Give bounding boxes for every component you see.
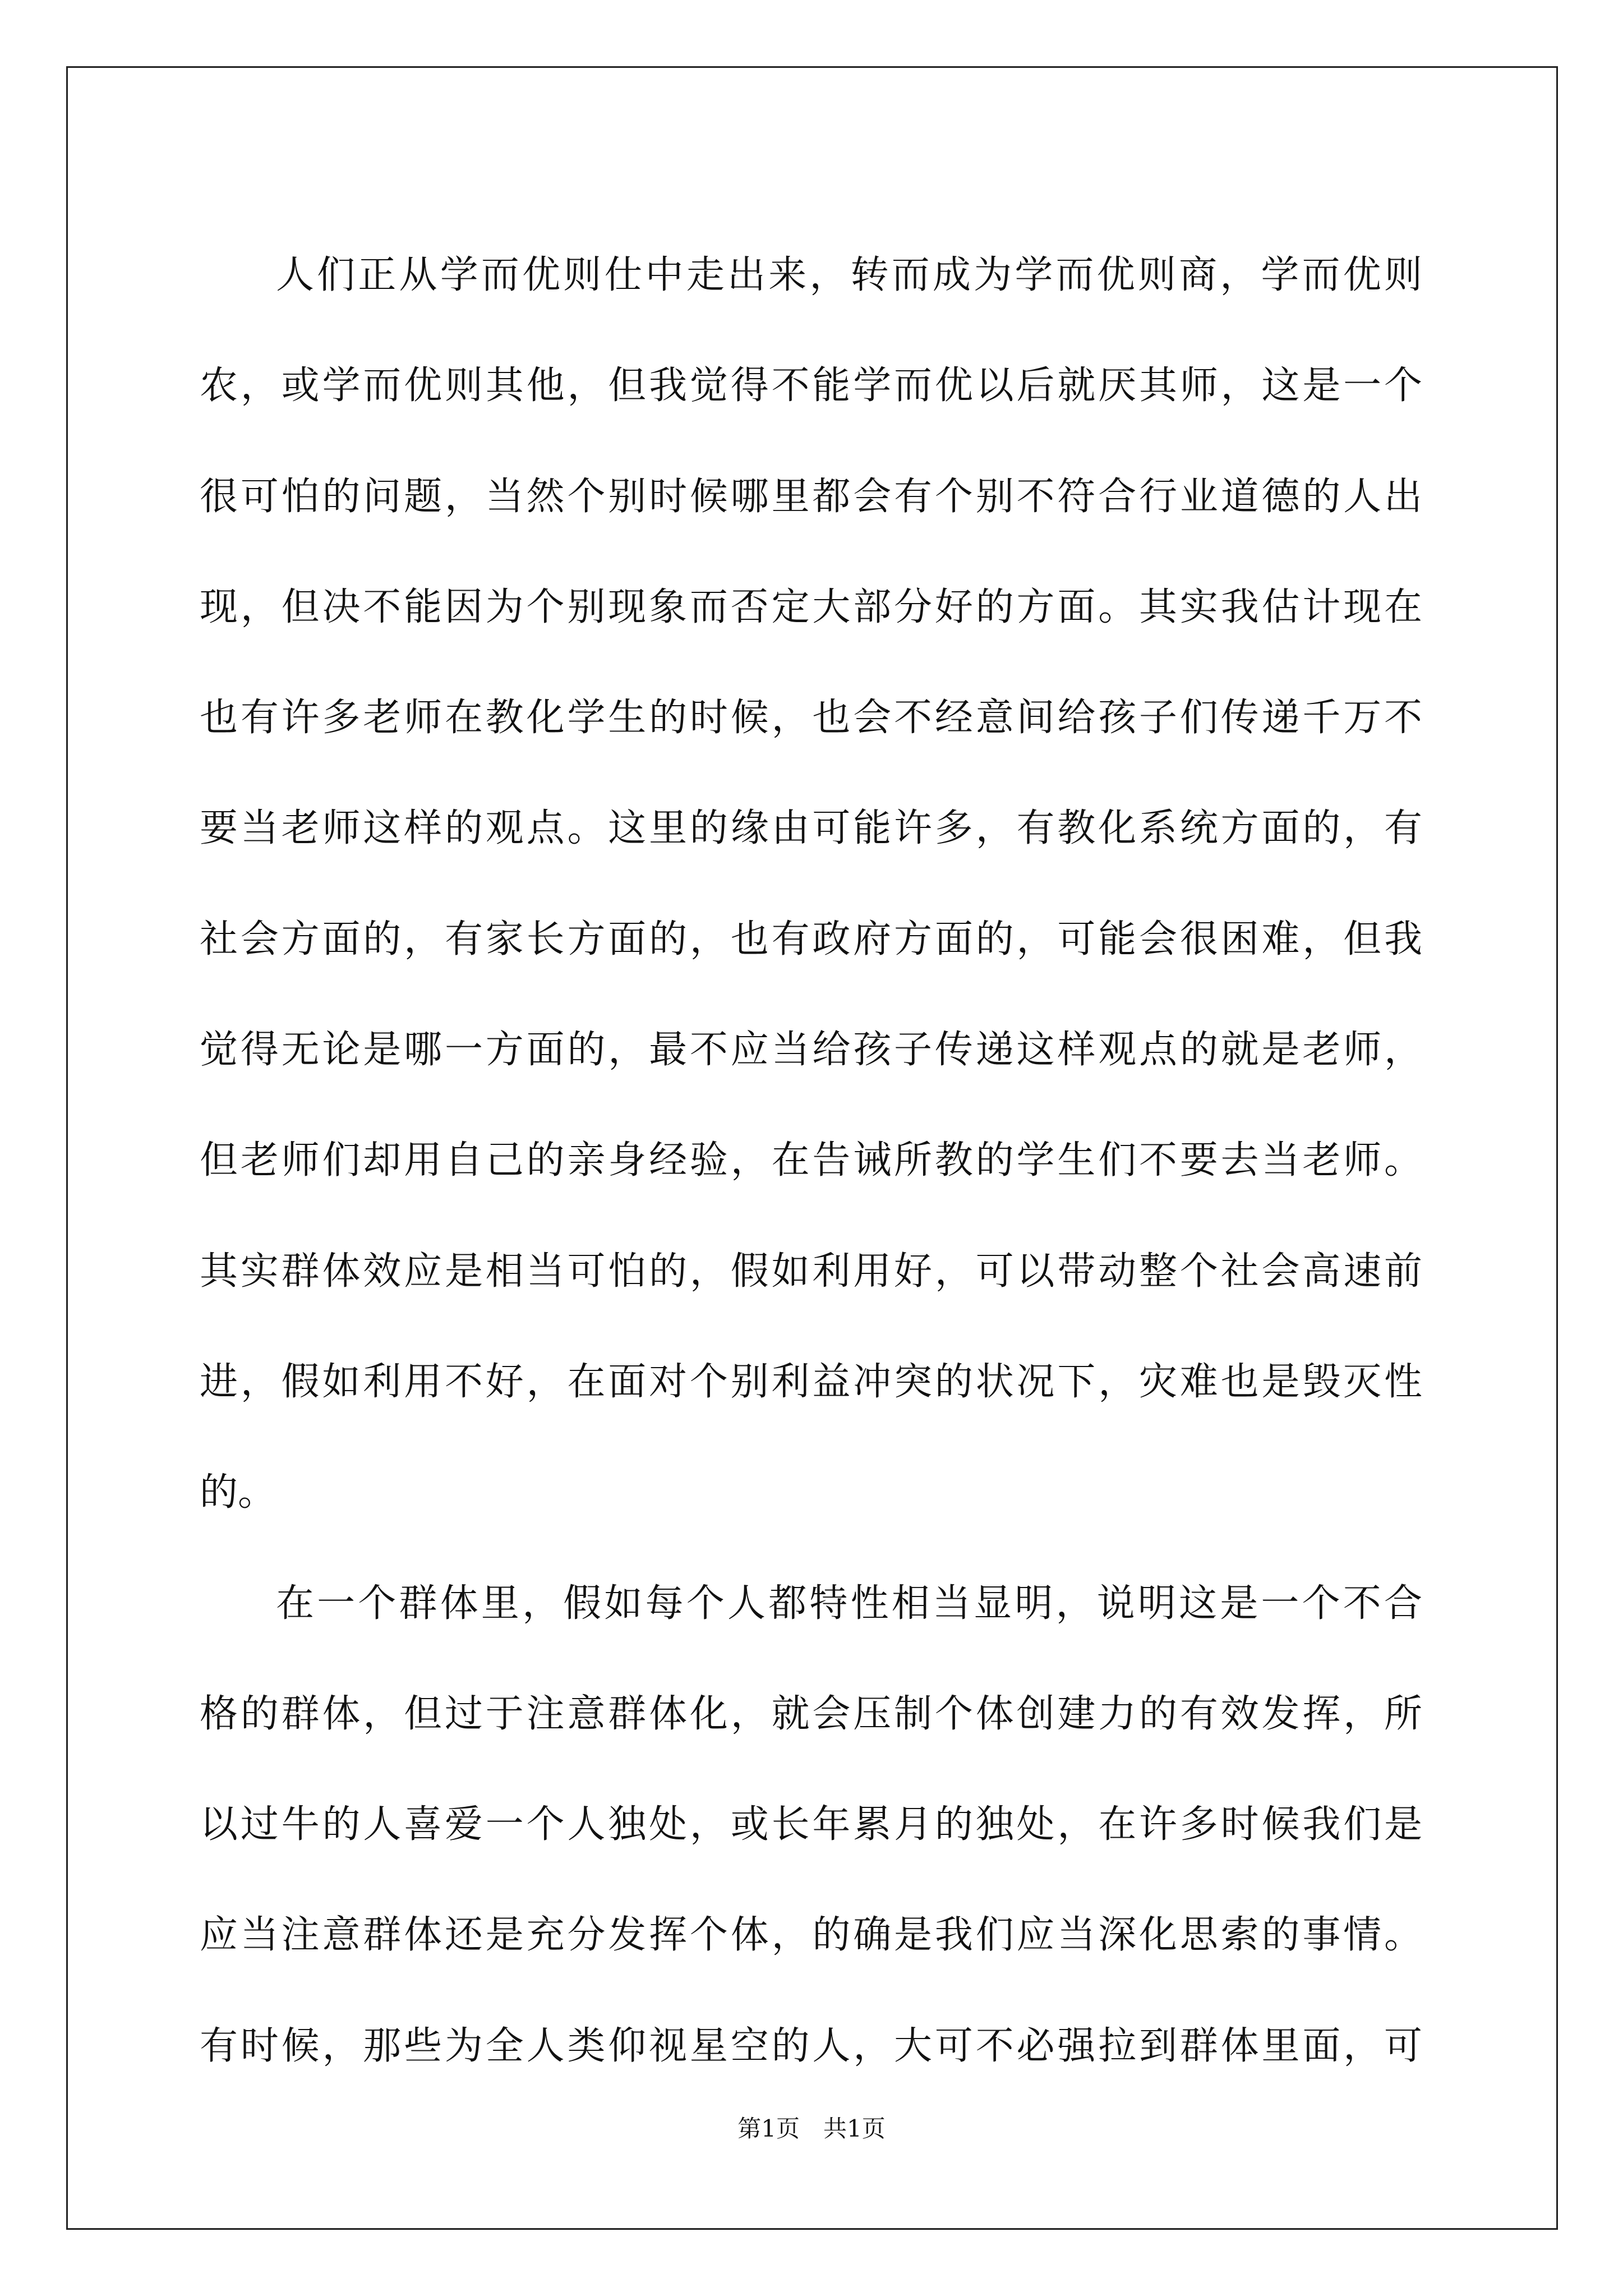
text-line: 觉得无论是哪一方面的，最不应当给孩子传递这样观点的就是老师， — [200, 1028, 1422, 1073]
text-line: 应当注意群体还是充分发挥个体，的确是我们应当深化思索的事情。 — [200, 1913, 1422, 1958]
text-line: 很可怕的问题，当然个别时候哪里都会有个别不符合行业道德的人出 — [200, 474, 1422, 519]
page-number-footer: 第1页 共1页 — [737, 2115, 886, 2142]
text-line: 要当老师这样的观点。这里的缘由可能许多，有教化系统方面的，有 — [200, 806, 1422, 851]
text-line: 也有许多老师在教化学生的时候，也会不经意间给孩子们传递千万不 — [200, 696, 1422, 740]
text-line: 人们正从学而优则仕中走出来，转而成为学而优则商，学而优则 — [276, 253, 1422, 297]
text-line: 格的群体，但过于注意群体化，就会压制个体创建力的有效发挥，所 — [200, 1691, 1422, 1736]
text-line: 农，或学而优则其他，但我觉得不能学而优以后就厌其师，这是一个 — [200, 364, 1422, 408]
text-line: 有时候，那些为全人类仰视星空的人，大可不必强拉到群体里面，可 — [200, 2023, 1422, 2068]
text-line: 但老师们却用自己的亲身经验，在告诫所教的学生们不要去当老师。 — [200, 1138, 1422, 1183]
text-line: 社会方面的，有家长方面的，也有政府方面的，可能会很困难，但我 — [200, 917, 1422, 961]
document-body — [200, 220, 1422, 2101]
text-line: 进，假如利用不好，在面对个别利益冲突的状况下，灾难也是毁灭性 — [200, 1359, 1422, 1404]
text-line: 以过牛的人喜爱一个人独处，或长年累月的独处，在许多时候我们是 — [200, 1802, 1422, 1847]
text-line: 其实群体效应是相当可怕的，假如利用好，可以带动整个社会高速前 — [200, 1249, 1422, 1294]
text-line: 在一个群体里，假如每个人都特性相当显明，说明这是一个不合 — [276, 1581, 1422, 1626]
text-line: 的。 — [200, 1470, 276, 1515]
text-line: 现，但决不能因为个别现象而否定大部分好的方面。其实我估计现在 — [200, 585, 1422, 629]
